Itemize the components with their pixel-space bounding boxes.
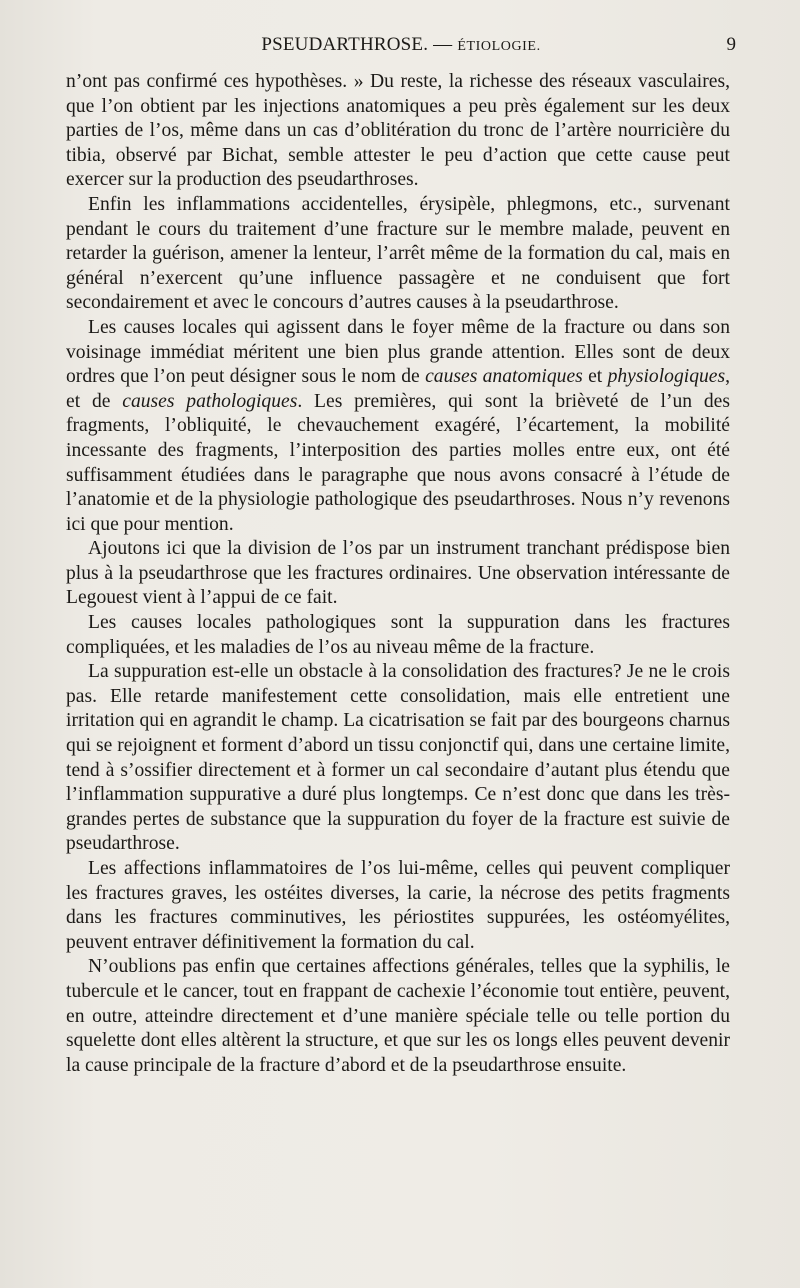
body-text: [66, 70, 730, 1078]
term-causes-pathologiques: causes pathologiques: [122, 390, 298, 412]
paragraph-3-part-3: , et de: [66, 366, 731, 412]
paragraph-3: [66, 316, 730, 537]
paragraph-7: Les affections inflammatoires de l’os lui-même, celles qui peuvent compliquer les fractures graves, les ostéites diverses, la carie, la nécrose des petits fragments dans les fractures comminutives, les périostites suppurées, les ostéomyélites, peuvent entraver définitivement la formation du cal.: [66, 858, 730, 953]
paragraph-3-part-4: . Les premières, qui sont la brièveté de l’un des fragments, l’obliquité, le chevauchement exagéré, l’écartement, la mobilité incessante des fragments, l’interposition des parties molles entre eux, ont été suffisamment étudiées dans le paragraphe que nous avons consacré à l’étude de l’anatomie et de la physiologie pathologique des pseudarthroses. Nous n’y revenons ici que pour mention.: [66, 390, 731, 535]
term-causes-anatomiques: causes anatomiques: [425, 366, 583, 388]
paragraph-4: Ajoutons ici que la division de l’os par un instrument tranchant prédispose bien plus à la pseudarthrose que les fractures ordinaires. Une observation intéressante de Legouest vient à l’appui de ce fait.: [66, 538, 730, 609]
paragraph-6: La suppuration est-elle un obstacle à la consolidation des fractures? Je ne le crois pas. Elle retarde manifestement cette consolidation, mais elle entretient une irritation qui en agrandit le champ. La cicatrisation se fait par des bourgeons charnus qui se rejoignent et forment d’abord un tissu conjonctif qui, dans une certaine limite, tend à s’ossifier directement et à former un cal secondaire d’autant plus étendu que l’inflammation suppurative a duré plus longtemps. Ce n’est donc que dans les très-grandes pertes de substance que la suppuration du foyer de la fracture est suivie de pseudarthrose.: [66, 661, 730, 855]
running-title-main: PSEUDARTHROSE.: [261, 34, 429, 55]
paragraph-8: N’oublions pas enfin que certaines affections générales, telles que la syphilis, le tubercule et le cancer, tout en frappant de cachexie l’économie tout entière, peuvent, en outre, atteindre directement et d’une manière spéciale telle ou telle portion du squelette dont elles altèrent la structure, et que sur les os longs elles peuvent devenir la cause principale de la fracture d’abord et de la pseudarthrose ensuite.: [66, 956, 730, 1076]
running-title-dash: —: [433, 34, 453, 55]
paragraph-3-part-1: Les causes locales qui agissent dans le foyer même de la fracture ou dans son voisinage immédiat méritent une bien plus grande attention. Elles sont de deux ordres que l’on peut désigner sous le nom de: [66, 316, 730, 388]
page-header: [66, 34, 736, 60]
paragraph-2: Enfin les inflammations accidentelles, érysipèle, phlegmons, etc., survenant pendant le cours du traitement d’une fracture sur le membre malade, peuvent en retarder la guérison, amener la lenteur, l’arrêt même de la formation du cal, mais en général n’exercent qu’une influence passagère et ne conduisent que fort secondairement et avec le concours d’autres causes à la pseudarthrose.: [66, 193, 730, 314]
page-number: 9: [726, 34, 736, 55]
running-title: [66, 34, 736, 56]
paragraph-5: Les causes locales pathologiques sont la suppuration dans les fractures compliquées, et les maladies de l’os au niveau même de la fracture.: [66, 612, 730, 658]
paragraph-1: n’ont pas confirmé ces hypothèses. » Du reste, la richesse des réseaux vasculaires, que l’on obtient par les injections anatomiques a peu près également sur les deux parties de l’os, même dans un cas d’oblitération du tronc de l’artère nourricière du tibia, observé par Bichat, semble attester le peu d’action que cette cause peut exercer sur la production des pseudarthroses.: [66, 71, 730, 191]
paragraph-3-part-2: et: [582, 366, 608, 388]
term-physiologiques: physiologiques: [607, 366, 726, 388]
running-title-section: ÉTIOLOGIE.: [457, 39, 541, 54]
